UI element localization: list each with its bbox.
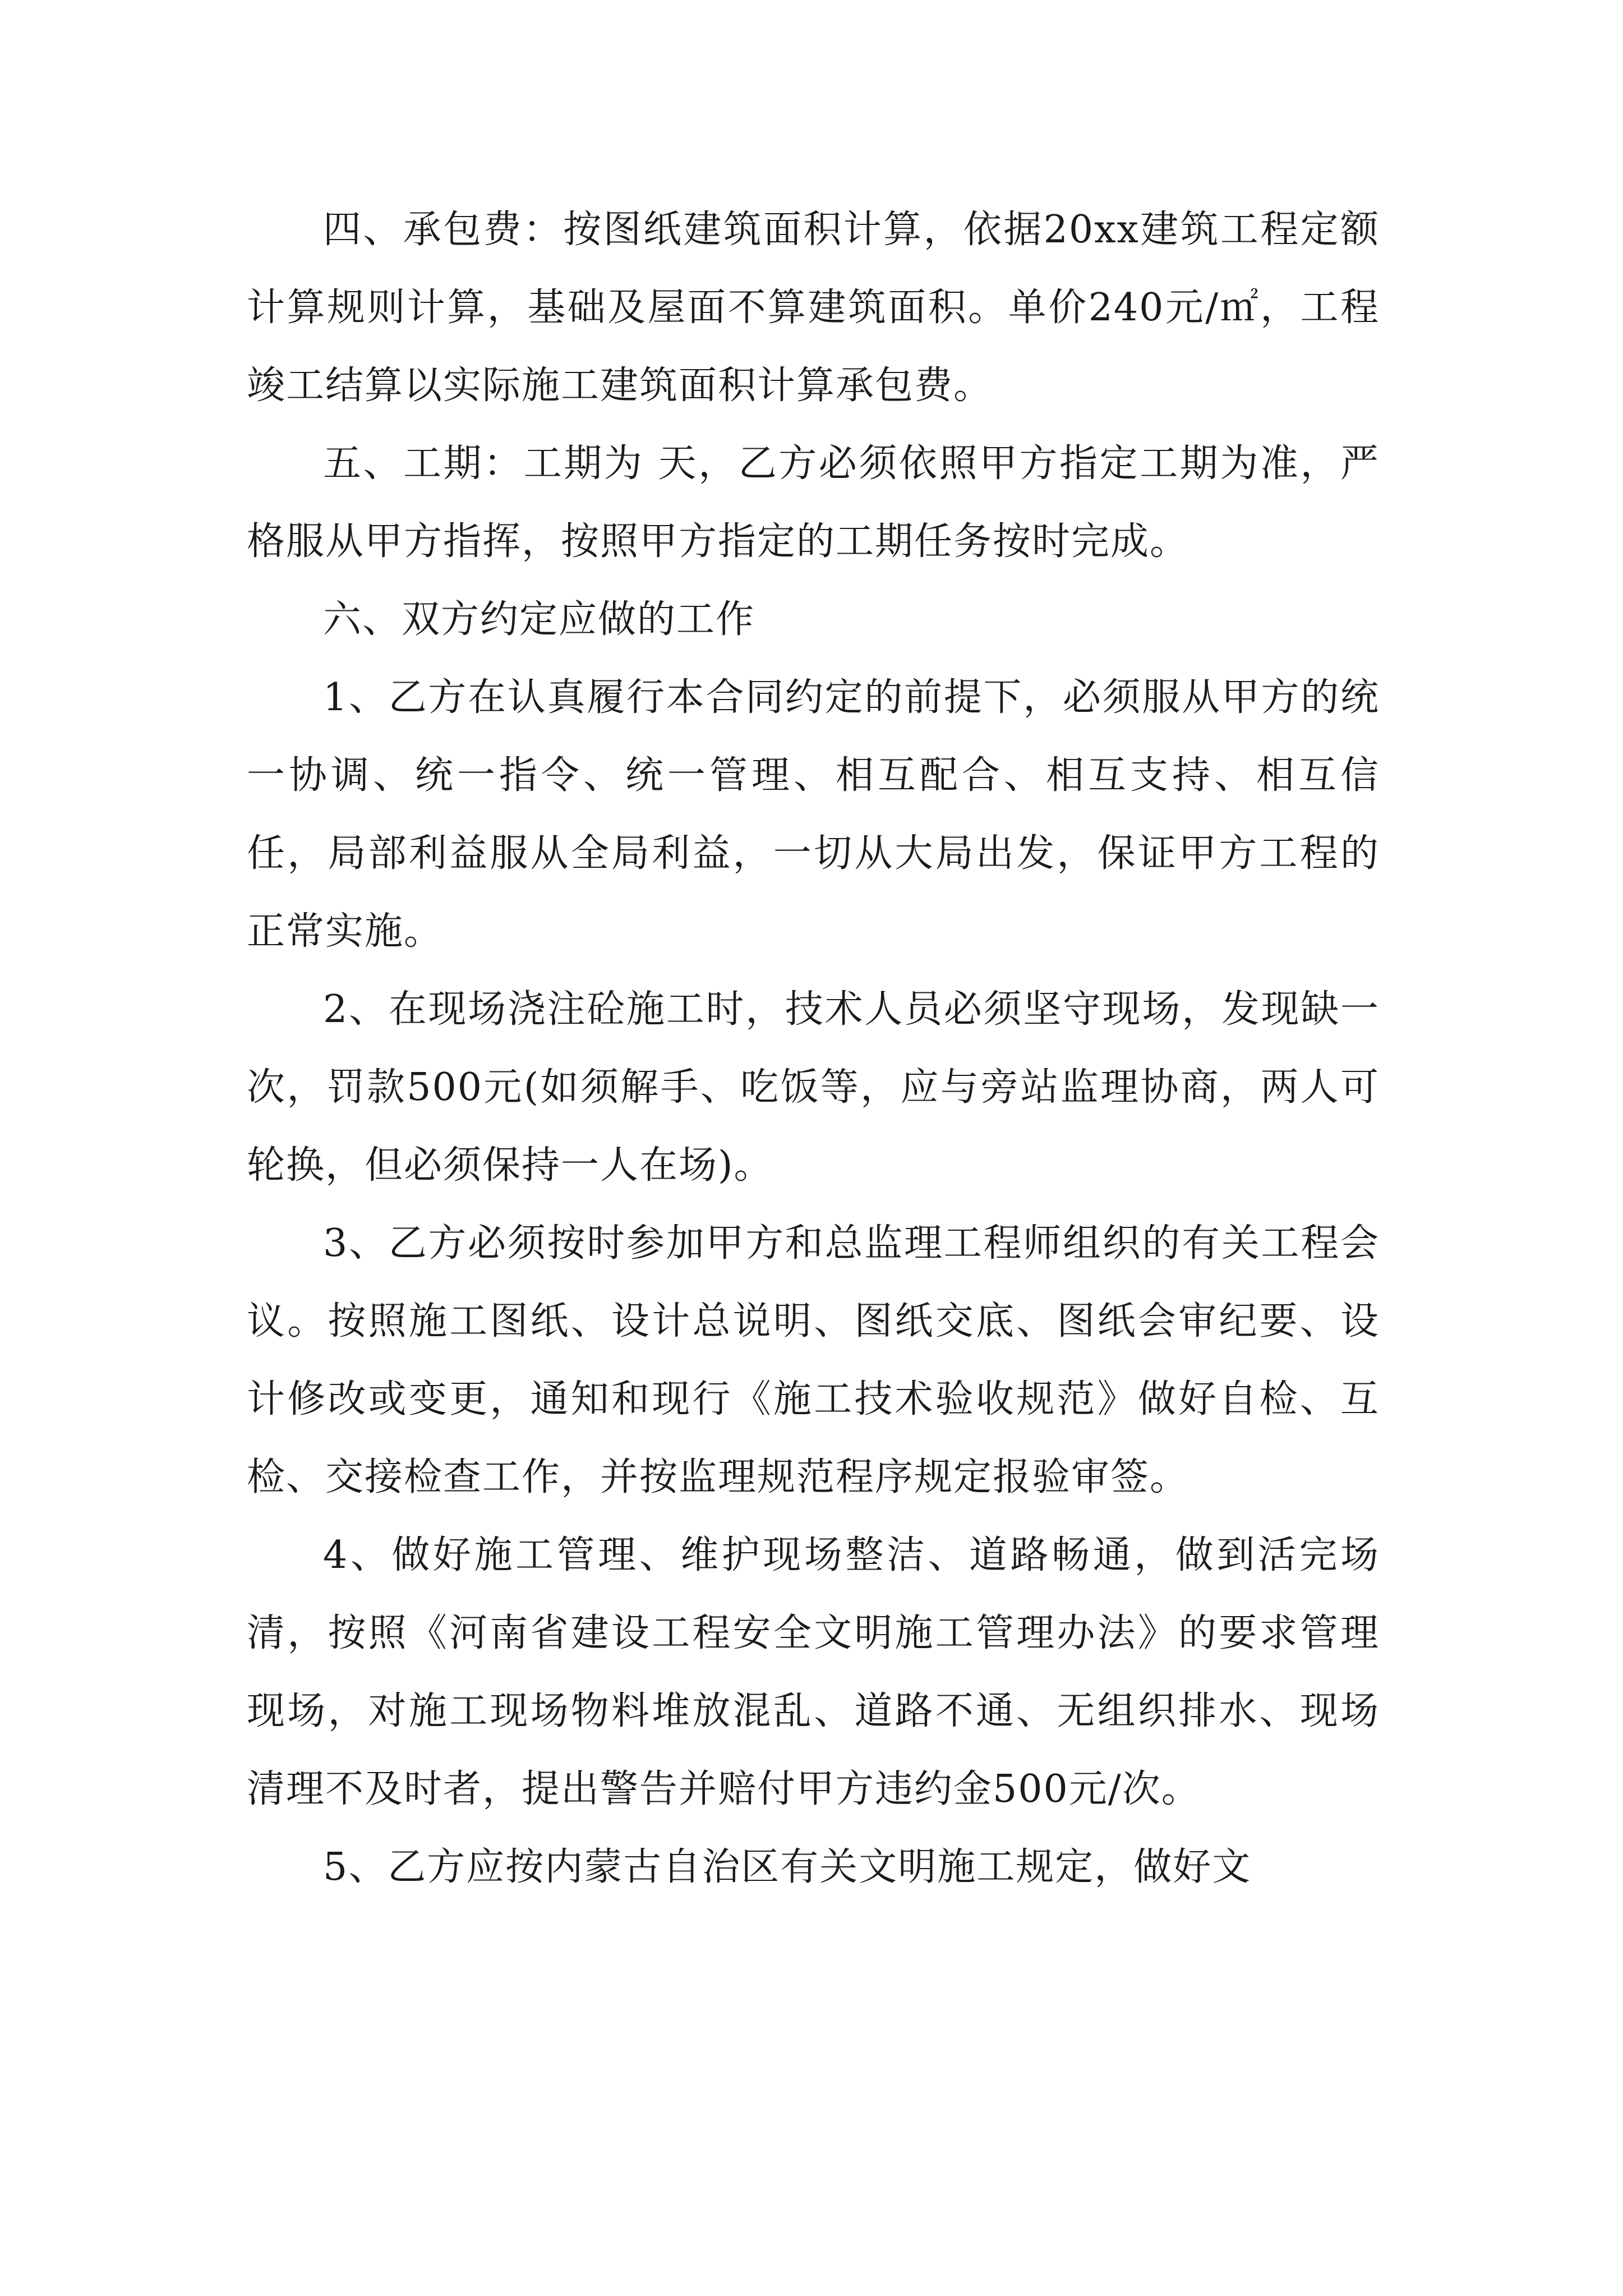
- paragraph-item-4: 4、做好施工管理、维护现场整洁、道路畅通，做到活完场清，按照《河南省建设工程安全文明施工管理办法》的要求管理现场，对施工现场物料堆放混乱、道路不通、无组织排水、现场清理不及时者，提出警告并赔付甲方违约金500元/次。: [247, 1533, 1380, 1811]
- paragraph-construction-period: 五、工期：工期为 天，乙方必须依照甲方指定工期为准，严格服从甲方指挥，按照甲方指定的工期任务按时完成。: [247, 441, 1380, 564]
- paragraph-agreed-work-heading: 六、双方约定应做的工作: [323, 597, 755, 642]
- paragraph-item-3: 3、乙方必须按时参加甲方和总监理工程师组织的有关工程会议。按照施工图纸、设计总说明、图纸交底、图纸会审纪要、设计修改或变更，通知和现行《施工技术验收规范》做好自检、互检、交接检查工作，并按监理规范程序规定报验审签。: [247, 1221, 1380, 1499]
- paragraph-contract-fee: 四、承包费：按图纸建筑面积计算，依据20xx建筑工程定额计算规则计算，基础及屋面不算建筑面积。单价240元/㎡，工程竣工结算以实际施工建筑面积计算承包费。: [247, 208, 1380, 408]
- paragraph-item-5: 5、乙方应按内蒙古自治区有关文明施工规定，做好文: [323, 1845, 1252, 1889]
- document-body: [247, 191, 1380, 1906]
- paragraph-item-1: 1、乙方在认真履行本合同约定的前提下，必须服从甲方的统一协调、统一指令、统一管理、相互配合、相互支持、相互信任，局部利益服从全局利益，一切从大局出发，保证甲方工程的正常实施。: [247, 675, 1380, 954]
- paragraph-item-2: 2、在现场浇注砼施工时，技术人员必须坚守现场，发现缺一次，罚款500元(如须解手、吃饭等，应与旁站监理协商，两人可轮换，但必须保持一人在场)。: [247, 987, 1380, 1188]
